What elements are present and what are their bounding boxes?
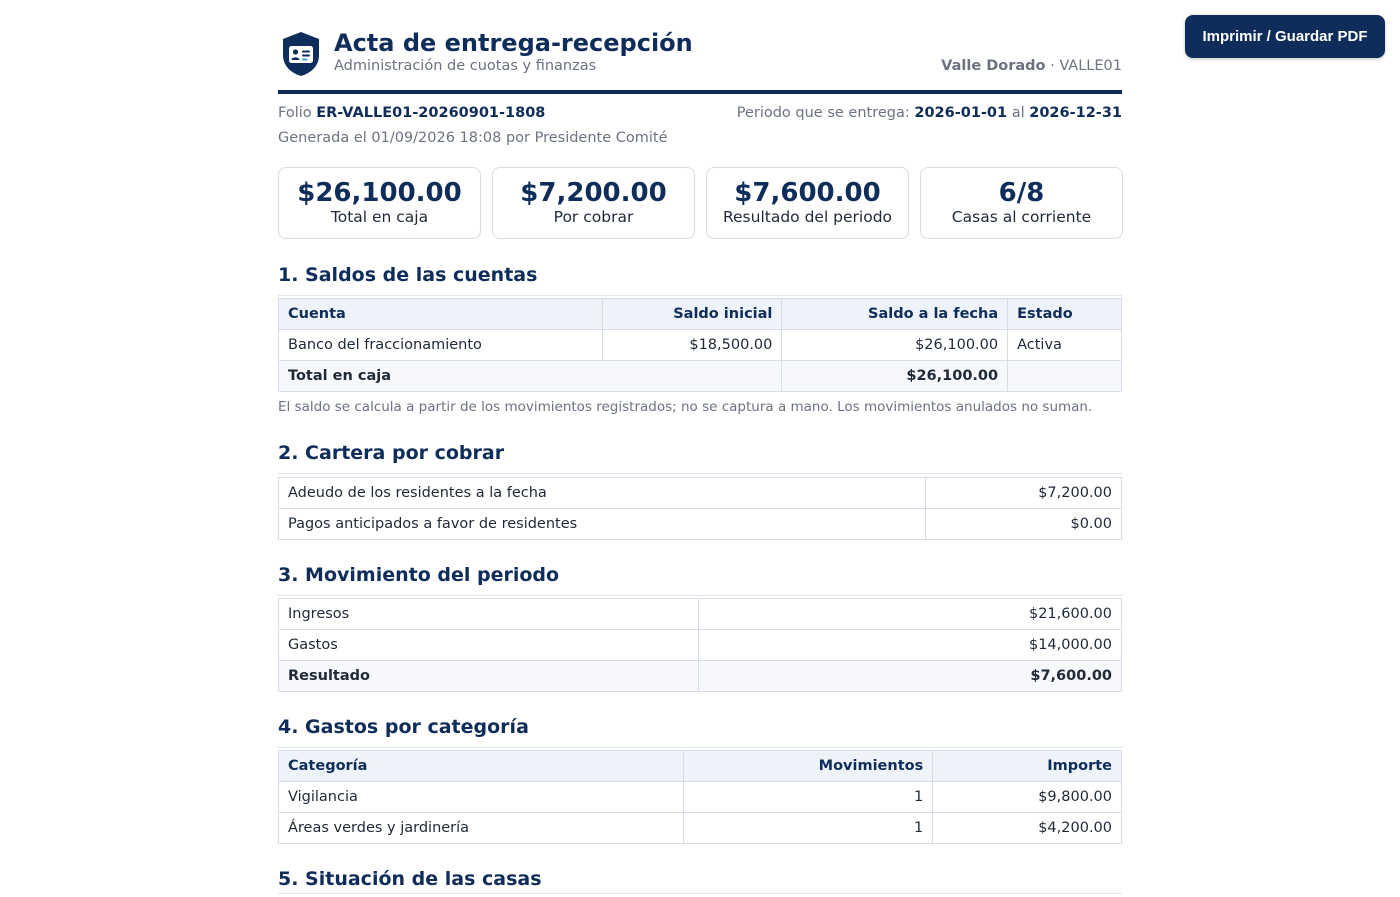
id-card-shield-icon — [281, 31, 321, 77]
kpi-summary — [278, 167, 1122, 239]
document-header — [278, 0, 1122, 94]
table-header-row — [279, 751, 1122, 782]
delivery-act-document — [278, 0, 1122, 890]
kpi-label: Casas al corriente — [951, 208, 1092, 226]
period-movement-table — [278, 598, 1122, 692]
column-header: Movimientos — [683, 751, 933, 782]
column-header: Cuenta — [279, 299, 603, 330]
page-subtitle: Administración de cuotas y finanzas — [334, 58, 597, 74]
kpi-value: $7,200.00 — [520, 178, 667, 208]
kpi-label: Total en caja — [330, 208, 429, 226]
community-separator: · — [1045, 58, 1060, 74]
section-heading-period-movement: 3. Movimiento del periodo — [278, 563, 1122, 596]
row-label: Pagos anticipados a favor de residentes — [279, 509, 926, 540]
row-label: Adeudo de los residentes a la fecha — [279, 478, 926, 509]
expenses-by-category-table — [278, 750, 1122, 844]
folio-label: Folio — [278, 105, 317, 121]
table-header-row — [279, 299, 1122, 330]
account-balances-table — [278, 298, 1122, 392]
community-info — [941, 58, 1122, 74]
kpi-card-total-cash — [278, 167, 481, 239]
receivables-table — [278, 477, 1122, 540]
account-name: Banco del fraccionamiento — [279, 330, 603, 361]
category-amount: $9,800.00 — [933, 782, 1122, 813]
table-row — [279, 782, 1122, 813]
total-value: $7,600.00 — [698, 661, 1122, 692]
row-label: Gastos — [279, 630, 699, 661]
total-label: Total en caja — [279, 361, 782, 392]
row-value: $14,000.00 — [698, 630, 1122, 661]
section-heading-expenses-by-category: 4. Gastos por categoría — [278, 715, 1122, 748]
section-heading-receivables: 2. Cartera por cobrar — [278, 441, 1122, 474]
total-row — [279, 661, 1122, 692]
kpi-card-houses-current — [920, 167, 1123, 239]
total-label: Resultado — [279, 661, 699, 692]
initial-balance: $18,500.00 — [602, 330, 782, 361]
row-value: $7,200.00 — [926, 478, 1122, 509]
print-save-pdf-button[interactable]: Imprimir / Guardar PDF — [1185, 15, 1385, 58]
kpi-card-receivable — [492, 167, 695, 239]
movement-count: 1 — [683, 782, 933, 813]
kpi-label: Por cobrar — [553, 208, 634, 226]
movement-count: 1 — [683, 813, 933, 844]
row-value: $0.00 — [926, 509, 1122, 540]
section-heading-houses-status: 5. Situación de las casas — [278, 867, 1122, 894]
column-header: Categoría — [279, 751, 684, 782]
category-amount: $4,200.00 — [933, 813, 1122, 844]
period-label: Periodo que se entrega: — [736, 105, 915, 121]
period-start: 2026-01-01 — [914, 105, 1008, 121]
category-name: Vigilancia — [279, 782, 684, 813]
page-title: Acta de entrega-recepción — [334, 29, 693, 57]
row-value: $21,600.00 — [698, 599, 1122, 630]
table-row — [279, 599, 1122, 630]
section-heading-account-balances: 1. Saldos de las cuentas — [278, 263, 1122, 296]
folio-number: ER-VALLE01-20260901-1808 — [316, 105, 546, 121]
table-row — [279, 330, 1122, 361]
account-status: Activa — [1008, 330, 1122, 361]
table-row — [279, 630, 1122, 661]
row-label: Ingresos — [279, 599, 699, 630]
community-code: VALLE01 — [1059, 58, 1122, 74]
column-header: Saldo inicial — [602, 299, 782, 330]
table-row — [279, 509, 1122, 540]
period-end: 2026-12-31 — [1029, 105, 1122, 121]
total-row — [279, 361, 1122, 392]
kpi-value: $7,600.00 — [734, 178, 881, 208]
total-value: $26,100.00 — [782, 361, 1008, 392]
empty-cell — [1008, 361, 1122, 392]
kpi-value: $26,100.00 — [297, 178, 462, 208]
balance-note: El saldo se calcula a partir de los movimientos registrados; no se captura a mano. Los movimientos anulados no suman. — [278, 399, 1093, 415]
table-row — [279, 478, 1122, 509]
period-info — [737, 105, 1122, 121]
community-name: Valle Dorado — [941, 58, 1046, 74]
column-header: Estado — [1008, 299, 1122, 330]
kpi-value: 6/8 — [998, 178, 1045, 208]
kpi-card-period-result — [706, 167, 909, 239]
column-header: Importe — [933, 751, 1122, 782]
kpi-label: Resultado del periodo — [722, 208, 893, 226]
generated-info: Generada el 01/09/2026 18:08 por Presidente Comité — [278, 130, 668, 146]
period-join: al — [1007, 105, 1030, 121]
category-name: Áreas verdes y jardinería — [279, 813, 684, 844]
document-meta — [278, 105, 1122, 121]
current-balance: $26,100.00 — [782, 330, 1008, 361]
table-row — [279, 813, 1122, 844]
column-header: Saldo a la fecha — [782, 299, 1008, 330]
